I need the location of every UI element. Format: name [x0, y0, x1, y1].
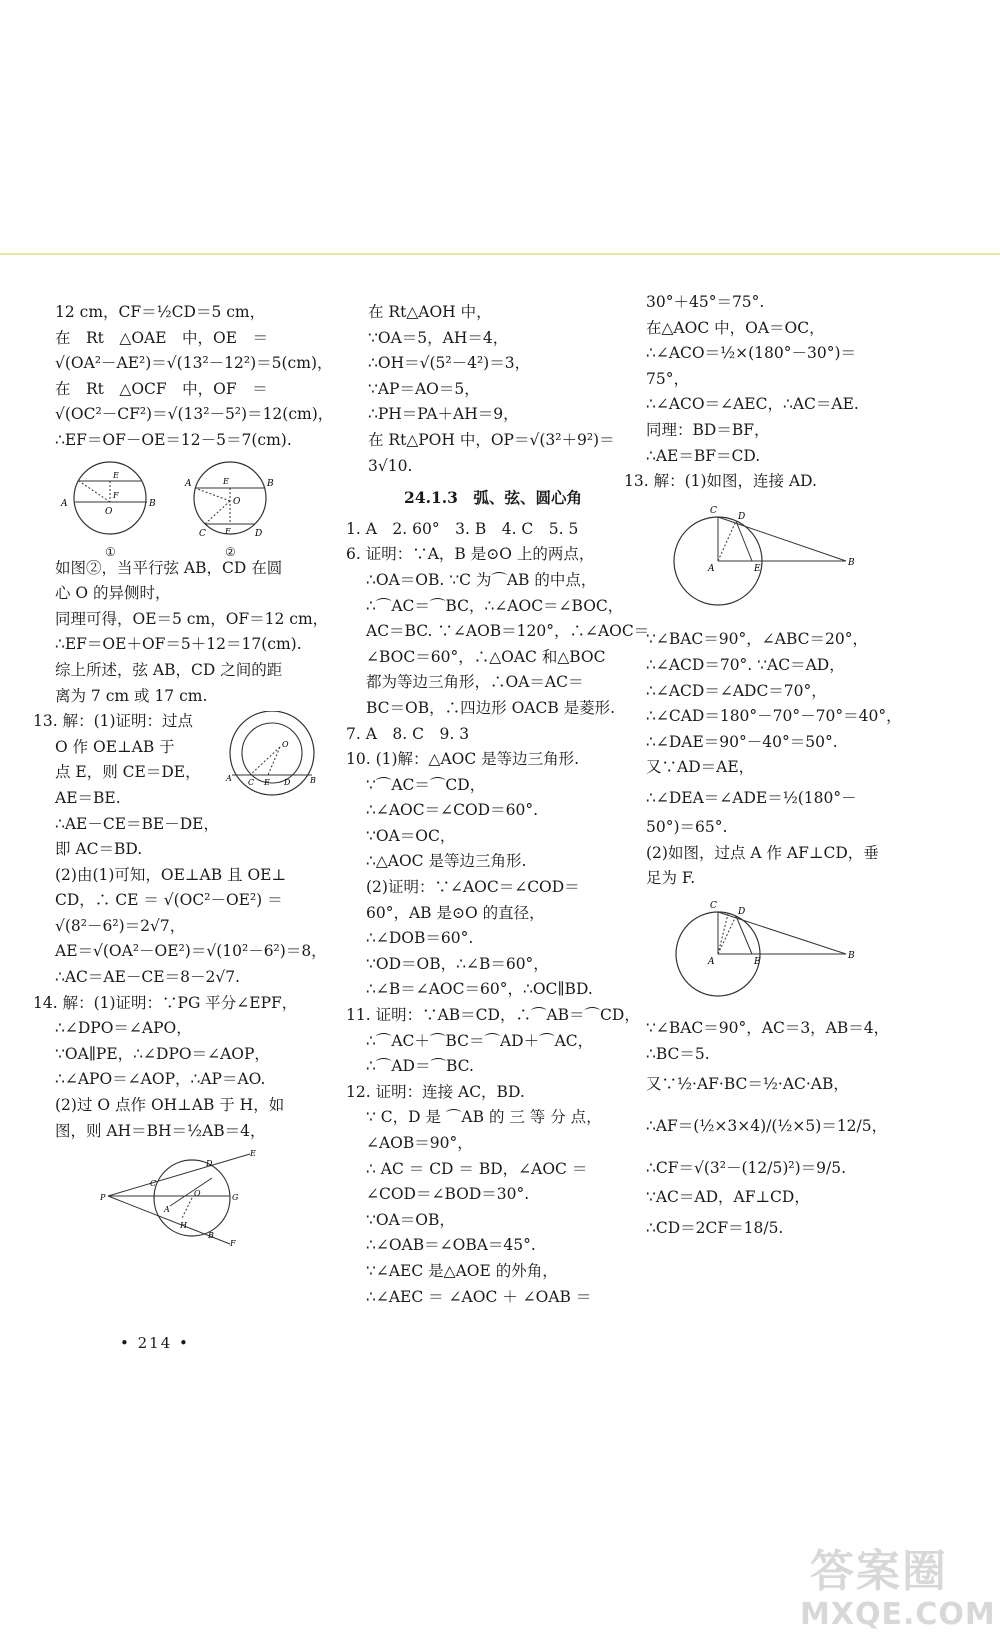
column-3 — [624, 290, 906, 1245]
text-line: 11. 证明：∵AB＝CD，∴⌒AB＝⌒CD， — [346, 1006, 640, 1025]
text-line: ∴∠ACO＝∠AEC，∴AC＝AE. — [646, 395, 859, 414]
question-14 — [33, 991, 300, 1145]
text-line: ∵AP＝AO＝5， — [368, 379, 480, 398]
text-line: ∴∠DAE＝90°－40°＝50°. — [646, 732, 838, 751]
text-line: ∴∠AOC＝∠COD＝60°. — [366, 801, 538, 820]
text-line: ∴⌒AC＋⌒BC＝⌒AD＋⌒AC， — [366, 1031, 594, 1050]
text-line: ∴CF＝√(3²－(12/5)²)＝9/5. — [646, 1159, 847, 1178]
text-line: 在 Rt △OCF 中，OF ＝ — [55, 379, 268, 398]
column-2 — [346, 300, 650, 1310]
text-line: 图，则 AH＝BH＝½AB＝4， — [55, 1121, 266, 1140]
text-line: 同理：BD＝BF， — [646, 420, 770, 439]
text-line: AE＝√(OA²－OE²)＝√(10²－6²)＝8， — [55, 942, 327, 961]
text-line: ∴∠APO＝∠AOP，∴AP＝AO. — [55, 1070, 266, 1089]
text-line: 又∵½·AF·BC＝½·AC·AB， — [646, 1075, 849, 1094]
header-divider — [0, 253, 1000, 255]
text-line: ∴AE－CE＝BE－DE， — [55, 814, 219, 833]
figure-label-2: ② — [225, 544, 236, 559]
text-line: 13. 解：(1)证明：过点 — [33, 712, 194, 731]
svg-text:E: E — [223, 476, 229, 486]
text-line: 12. 证明：连接 AC，BD. — [346, 1082, 525, 1101]
text-line: 在 Rt△POH 中，OP＝√(3²＋9²)＝ — [368, 430, 615, 449]
text-line: ∴AE＝BF＝CD. — [646, 446, 761, 465]
text-line: √(OA²－AE²)＝√(13²－12²)＝5(cm)， — [55, 354, 333, 373]
svg-text:C: C — [710, 900, 717, 911]
text-line: ∴AC＝AE－CE＝8－2√7. — [55, 968, 240, 987]
svg-text:D: D — [738, 511, 746, 522]
text-line: ∴∠ACD＝70°. ∵AC＝AD， — [646, 655, 845, 674]
text-line: ∴∠AEC ＝ ∠AOC ＋ ∠OAB ＝ — [366, 1287, 592, 1306]
text-line: ∵OD＝OB，∴∠B＝60°， — [366, 954, 549, 973]
text-line: 同理可得，OE＝5 cm，OF＝12 cm， — [55, 609, 329, 628]
text-line: (2)证明：∵∠AOC＝∠COD＝ — [366, 878, 580, 897]
svg-text:A: A — [164, 1205, 170, 1215]
svg-text:C: C — [248, 778, 255, 788]
text-line: 60°，AB 是⊙O 的直径， — [366, 903, 545, 922]
svg-text:F: F — [230, 1239, 236, 1249]
text-line: ∴∠ACO＝½×(180°－30°)＝ — [646, 344, 857, 363]
text-line: ∴∠DEA＝∠ADE＝½(180°－ — [646, 788, 857, 807]
text-line: 在 Rt△AOH 中， — [368, 303, 492, 321]
svg-text:C: C — [710, 505, 717, 516]
answers-block — [346, 517, 650, 1310]
svg-text:D: D — [284, 778, 291, 788]
text-line: ∴⌒AD＝⌒BC. — [366, 1057, 474, 1076]
text-line: 综上所述，弦 AB，CD 之间的距 — [55, 660, 283, 679]
text-line: ∴BC＝5. — [646, 1044, 710, 1063]
text-line: 在△AOC 中，OA＝OC， — [646, 318, 825, 337]
svg-text:B: B — [310, 776, 316, 786]
text-line: 离为 7 cm 或 17 cm. — [55, 686, 208, 705]
text-line: BC＝OB，∴四边形 OACB 是菱形. — [366, 698, 616, 717]
text-line: ∴∠CAD＝180°－70°－70°＝40°， — [646, 707, 902, 726]
text-line: ∵∠BAC＝90°，AC＝3，AB＝4， — [646, 1019, 890, 1038]
text-line: √(OC²－CF²)＝√(13²－5²)＝12(cm)， — [55, 405, 334, 424]
text-line: ∠AOB＝90°， — [366, 1134, 473, 1152]
svg-text:P: P — [100, 1193, 106, 1203]
svg-text:B: B — [848, 557, 855, 568]
text-line: ∴AF＝(½×3×4)/(½×5)＝12/5， — [646, 1117, 888, 1136]
svg-text:E: E — [754, 956, 761, 967]
svg-text:C: C — [199, 528, 206, 539]
watermark-url: MXQE.COM — [800, 1597, 996, 1632]
text-line: ∴∠DOB＝60°. — [366, 929, 474, 948]
text-line: O 作 OE⊥AB 于 — [55, 737, 175, 756]
text-line: (2)过 O 点作 OH⊥AB 于 H，如 — [55, 1096, 285, 1115]
text-line: 30°＋45°＝75°. — [646, 293, 765, 311]
watermark-logo — [800, 1535, 996, 1645]
text-line: 75°， — [646, 369, 689, 388]
text-line: ∴EF＝OF－OE＝12－5＝7(cm). — [55, 430, 292, 449]
text-line: ∴PH＝PA＋AH＝9， — [368, 405, 519, 424]
right-triangle-circle-diagram-1 — [666, 499, 866, 619]
svg-text:A: A — [61, 498, 68, 509]
text-line: 7. A 8. C 9. 3 — [346, 724, 470, 743]
svg-text:A: A — [185, 478, 192, 489]
column-1 — [33, 300, 334, 1257]
right-triangle-circle-diagram-2 — [666, 898, 866, 1008]
text-line: CD，∴ CE ＝ √(OC²－OE²) ＝ — [55, 891, 283, 910]
text-line: 心 O 的异侧时， — [55, 584, 171, 603]
question-13 — [33, 709, 327, 991]
text-line: ∵ C，D 是 ⌒AB 的 三 等 分 点， — [366, 1108, 602, 1127]
svg-text:B: B — [267, 478, 274, 489]
svg-text:H: H — [180, 1221, 187, 1231]
text-line: ∵OA＝OB， — [366, 1210, 455, 1229]
text-line: 都为等边三角形，∴OA＝AC＝ — [366, 673, 584, 692]
watermark-text: 答案圈 — [810, 1546, 948, 1597]
text-line: 即 AC＝BD. — [55, 840, 143, 859]
concentric-circles-diagram — [224, 711, 320, 801]
text-line: √(8²－6²)＝2√7， — [55, 916, 186, 935]
text-line: 6. 证明：∵A，B 是⊙O 上的两点， — [346, 545, 595, 564]
svg-text:F: F — [225, 526, 231, 536]
text-line: ∵AC＝AD，AF⊥CD， — [646, 1188, 810, 1207]
section-heading: 24.1.3 弧、弦、圆心角 — [404, 488, 582, 508]
svg-text:E: E — [754, 563, 761, 574]
text-line: 14. 解：(1)证明：∵PG 平分∠EPF， — [33, 993, 298, 1012]
parallel-chords-diagram — [55, 456, 285, 556]
text-line: ∵OA＝5，AH＝4， — [368, 328, 509, 347]
text-line: 10. (1)解：△AOC 是等边三角形. — [346, 750, 580, 769]
text-line: 12 cm，CF＝½CD＝5 cm， — [55, 303, 266, 321]
text-line: ∵OA＝OC， — [366, 826, 456, 845]
text-line: ∵OA∥PE，∴∠DPO＝∠AOP， — [55, 1044, 270, 1063]
text-line: ∴∠DPO＝∠APO， — [55, 1019, 192, 1038]
text-line: ∴EF＝OE＋OF＝5＋12＝17(cm). — [55, 635, 302, 654]
svg-text:B: B — [208, 1231, 214, 1241]
svg-text:D: D — [738, 906, 746, 917]
svg-text:G: G — [232, 1193, 239, 1203]
text-line: 在 Rt △OAE 中，OE ＝ — [55, 328, 269, 347]
text-line: ∵⌒AC＝⌒CD， — [366, 775, 486, 794]
svg-text:A: A — [708, 563, 715, 574]
text-line: 如图②，当平行弦 AB，CD 在圆 — [55, 558, 283, 577]
svg-text:C: C — [150, 1179, 157, 1189]
text-line: 3√10. — [368, 456, 413, 475]
figure-parallel-chords — [55, 456, 300, 559]
text-line: (2)由(1)可知，OE⊥AB 且 OE⊥ — [55, 865, 287, 884]
svg-text:A: A — [226, 774, 232, 784]
text-line: ∴∠OAB＝∠OBA＝45°. — [366, 1236, 536, 1255]
tangent-secant-diagram — [100, 1148, 270, 1248]
text-line: ∴∠ACD＝∠ADC＝70°， — [646, 681, 827, 700]
svg-text:O: O — [194, 1189, 201, 1199]
text-line: (2)如图，过点 A 作 AF⊥CD，垂 — [646, 843, 879, 862]
text-line: ∵∠AEC 是△AOE 的外角， — [366, 1261, 558, 1280]
text-line: 足为 F. — [646, 869, 696, 888]
svg-text:O: O — [282, 740, 289, 750]
text-line: ∴ AC ＝ CD ＝ BD，∠AOC ＝ — [366, 1159, 588, 1178]
svg-text:E: E — [113, 470, 119, 480]
svg-text:D: D — [206, 1159, 213, 1169]
text-line: ∴∠B＝∠AOC＝60°，∴OC∥BD. — [366, 980, 593, 999]
text-line: AC＝BC. ∵∠AOB＝120°，∴∠AOC＝ — [366, 622, 650, 641]
figure-label-1: ① — [105, 544, 116, 559]
text-line: ∴CD＝2CF＝18/5. — [646, 1219, 784, 1238]
svg-text:O: O — [105, 506, 113, 517]
text-line: ∠BOC＝60°，∴△OAC 和△BOC — [366, 647, 606, 666]
svg-text:B: B — [848, 950, 855, 961]
text-line: 又∵AD＝AE， — [646, 758, 755, 777]
text-line: ∴⌒AC＝⌒BC，∴∠AOC＝∠BOC， — [366, 596, 624, 615]
text-line: 1. A 2. 60° 3. B 4. C 5. 5 — [346, 519, 579, 538]
text-line: 13. 解：(1)如图，连接 AD. — [624, 472, 817, 491]
text-line: ∴OA＝OB. ∵C 为⌒AB 的中点， — [366, 570, 597, 589]
svg-text:O: O — [233, 496, 241, 507]
svg-text:E: E — [250, 1149, 256, 1159]
page-number: • 214 • — [120, 1334, 190, 1352]
svg-text:A: A — [708, 956, 715, 967]
text-line: ∴OH＝√(5²－4²)＝3， — [368, 354, 531, 373]
text-line: AE＝BE. — [55, 788, 121, 807]
svg-text:B: B — [149, 498, 156, 509]
text-line: ∠COD＝∠BOD＝30°. — [366, 1185, 530, 1204]
text-line: ∴△AOC 是等边三角形. — [366, 852, 527, 871]
svg-text:F: F — [113, 490, 119, 500]
svg-text:E: E — [264, 778, 270, 788]
text-line: ∵∠BAC＝90°，∠ABC＝20°， — [646, 630, 868, 649]
text-line: 点 E，则 CE＝DE， — [55, 763, 201, 782]
svg-text:D: D — [255, 528, 263, 539]
text-line: 50°)＝65°. — [646, 817, 728, 836]
